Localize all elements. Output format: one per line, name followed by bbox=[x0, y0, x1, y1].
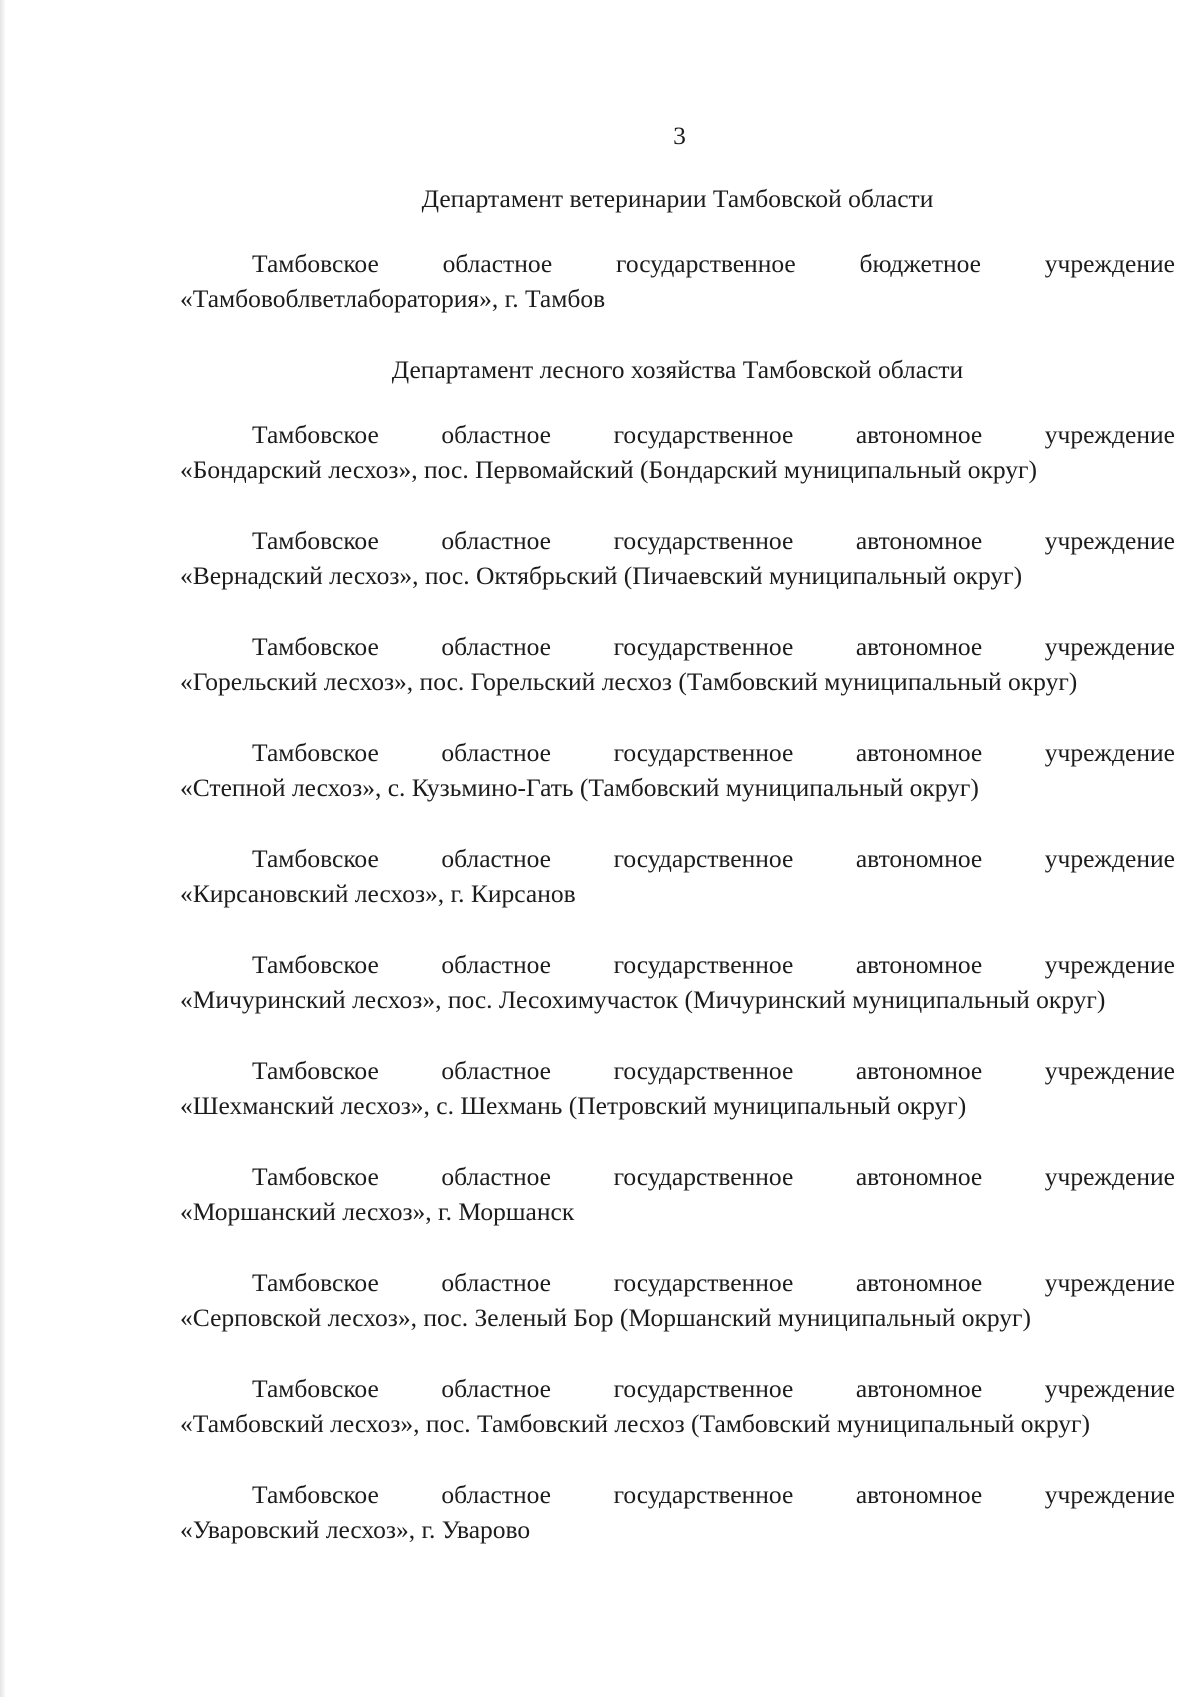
entry-word: учреждение bbox=[1044, 1480, 1175, 1509]
entry-word: областное bbox=[441, 844, 551, 873]
entry-word: автономное bbox=[855, 738, 983, 767]
entry-word: автономное bbox=[855, 1480, 983, 1509]
entry-word: учреждение bbox=[1044, 526, 1175, 555]
entry-word: учреждение bbox=[1044, 249, 1175, 278]
entry-word: областное bbox=[441, 526, 551, 555]
entry-word: Тамбовское bbox=[252, 632, 379, 661]
entry-word: областное bbox=[441, 738, 551, 767]
entry-word: областное bbox=[441, 1480, 551, 1509]
institution-entry bbox=[180, 1265, 1175, 1335]
institution-entry bbox=[180, 417, 1175, 487]
entry-word: Тамбовское bbox=[252, 844, 379, 873]
entry-first-line bbox=[180, 246, 1175, 281]
institution-entry bbox=[180, 629, 1175, 699]
document-page bbox=[180, 118, 1175, 1583]
entry-word: учреждение bbox=[1044, 1056, 1175, 1085]
entry-word: государственное bbox=[616, 249, 796, 278]
entry-first-line bbox=[180, 629, 1175, 664]
entry-word: Тамбовское bbox=[252, 1268, 379, 1297]
entry-word: учреждение bbox=[1044, 1162, 1175, 1191]
entry-word: автономное bbox=[855, 526, 983, 555]
entry-word: государственное bbox=[613, 1268, 794, 1297]
entry-word: автономное bbox=[855, 1268, 983, 1297]
institution-entry bbox=[180, 1477, 1175, 1547]
institution-entry bbox=[180, 735, 1175, 805]
entry-first-line bbox=[180, 417, 1175, 452]
entry-continuation: «Тамбовоблветлаборатория», г. Тамбов bbox=[180, 284, 606, 313]
entry-word: Тамбовское bbox=[252, 1056, 379, 1085]
entry-continuation: «Степной лесхоз», с. Кузьмино-Гать (Тамбовский муниципальный округ) bbox=[180, 773, 979, 802]
page-number: 3 bbox=[673, 121, 686, 150]
entry-word: государственное bbox=[613, 1056, 794, 1085]
entry-word: государственное bbox=[613, 844, 794, 873]
entry-word: Тамбовское bbox=[252, 738, 379, 767]
entry-word: Тамбовское bbox=[252, 249, 379, 278]
entry-word: областное bbox=[442, 249, 553, 278]
section-heading: Департамент ветеринарии Тамбовской области bbox=[421, 184, 934, 213]
entry-first-line bbox=[180, 523, 1175, 558]
entry-word: Тамбовское bbox=[252, 420, 379, 449]
entry-first-line bbox=[180, 1477, 1175, 1512]
entry-continuation: «Шехманский лесхоз», с. Шехмань (Петровский муниципальный округ) bbox=[180, 1091, 967, 1120]
entry-continuation: «Бондарский лесхоз», пос. Первомайский (Бондарский муниципальный округ) bbox=[180, 455, 1038, 484]
entry-word: государственное bbox=[613, 1480, 794, 1509]
entry-continuation: «Вернадский лесхоз», пос. Октябрьский (Пичаевский муниципальный округ) bbox=[180, 561, 1023, 590]
entry-first-line bbox=[180, 947, 1175, 982]
scan-edge-shadow bbox=[0, 0, 6, 1697]
entry-word: учреждение bbox=[1044, 1374, 1175, 1403]
entry-first-line bbox=[180, 735, 1175, 770]
entry-word: учреждение bbox=[1044, 738, 1175, 767]
entry-word: государственное bbox=[613, 1374, 794, 1403]
entry-word: областное bbox=[441, 420, 551, 449]
entry-word: областное bbox=[441, 1374, 551, 1403]
entry-word: автономное bbox=[855, 420, 983, 449]
entry-word: автономное bbox=[855, 1162, 983, 1191]
institution-entry bbox=[180, 1053, 1175, 1123]
institution-entry bbox=[180, 246, 1175, 316]
document-body bbox=[180, 181, 1175, 1547]
entry-word: учреждение bbox=[1044, 1268, 1175, 1297]
institution-entry bbox=[180, 523, 1175, 593]
entry-word: областное bbox=[441, 1268, 551, 1297]
entry-word: Тамбовское bbox=[252, 950, 379, 979]
entry-first-line bbox=[180, 1265, 1175, 1300]
entry-word: учреждение bbox=[1044, 844, 1175, 873]
entry-word: Тамбовское bbox=[252, 1374, 379, 1403]
entry-word: государственное bbox=[613, 738, 794, 767]
entry-continuation: «Тамбовский лесхоз», пос. Тамбовский лесхоз (Тамбовский муниципальный округ) bbox=[180, 1409, 1090, 1438]
entry-continuation: «Моршанский лесхоз», г. Моршанск bbox=[180, 1197, 575, 1226]
entry-continuation: «Мичуринский лесхоз», пос. Лесохимучасток (Мичуринский муниципальный округ) bbox=[180, 985, 1106, 1014]
entry-word: учреждение bbox=[1044, 420, 1175, 449]
entry-first-line bbox=[180, 1053, 1175, 1088]
entry-word: областное bbox=[441, 1162, 551, 1191]
institution-entry bbox=[180, 841, 1175, 911]
entry-word: автономное bbox=[855, 844, 983, 873]
entry-word: Тамбовское bbox=[252, 1480, 379, 1509]
entry-word: областное bbox=[441, 632, 551, 661]
entry-word: государственное bbox=[613, 950, 794, 979]
entry-first-line bbox=[180, 841, 1175, 876]
institution-entry bbox=[180, 1371, 1175, 1441]
entry-continuation: «Горельский лесхоз», пос. Горельский лесхоз (Тамбовский муниципальный округ) bbox=[180, 667, 1078, 696]
entry-word: автономное bbox=[855, 950, 983, 979]
entry-word: учреждение bbox=[1044, 950, 1175, 979]
entry-continuation: «Кирсановский лесхоз», г. Кирсанов bbox=[180, 879, 576, 908]
entry-word: бюджетное bbox=[859, 249, 981, 278]
entry-word: Тамбовское bbox=[252, 1162, 379, 1191]
entry-word: областное bbox=[441, 950, 551, 979]
entry-word: государственное bbox=[613, 420, 794, 449]
entry-first-line bbox=[180, 1371, 1175, 1406]
institution-entry bbox=[180, 1159, 1175, 1229]
institution-entry bbox=[180, 947, 1175, 1017]
entry-word: автономное bbox=[855, 632, 983, 661]
entry-word: автономное bbox=[855, 1374, 983, 1403]
entry-continuation: «Серповской лесхоз», пос. Зеленый Бор (Моршанский муниципальный округ) bbox=[180, 1303, 1032, 1332]
entry-word: государственное bbox=[613, 526, 794, 555]
entry-word: учреждение bbox=[1044, 632, 1175, 661]
entry-word: государственное bbox=[613, 1162, 794, 1191]
section-heading: Департамент лесного хозяйства Тамбовской области bbox=[391, 355, 964, 384]
entry-word: областное bbox=[441, 1056, 551, 1085]
entry-word: Тамбовское bbox=[252, 526, 379, 555]
entry-first-line bbox=[180, 1159, 1175, 1194]
entry-word: государственное bbox=[613, 632, 794, 661]
entry-word: автономное bbox=[855, 1056, 983, 1085]
entry-continuation: «Уваровский лесхоз», г. Уварово bbox=[180, 1515, 531, 1544]
